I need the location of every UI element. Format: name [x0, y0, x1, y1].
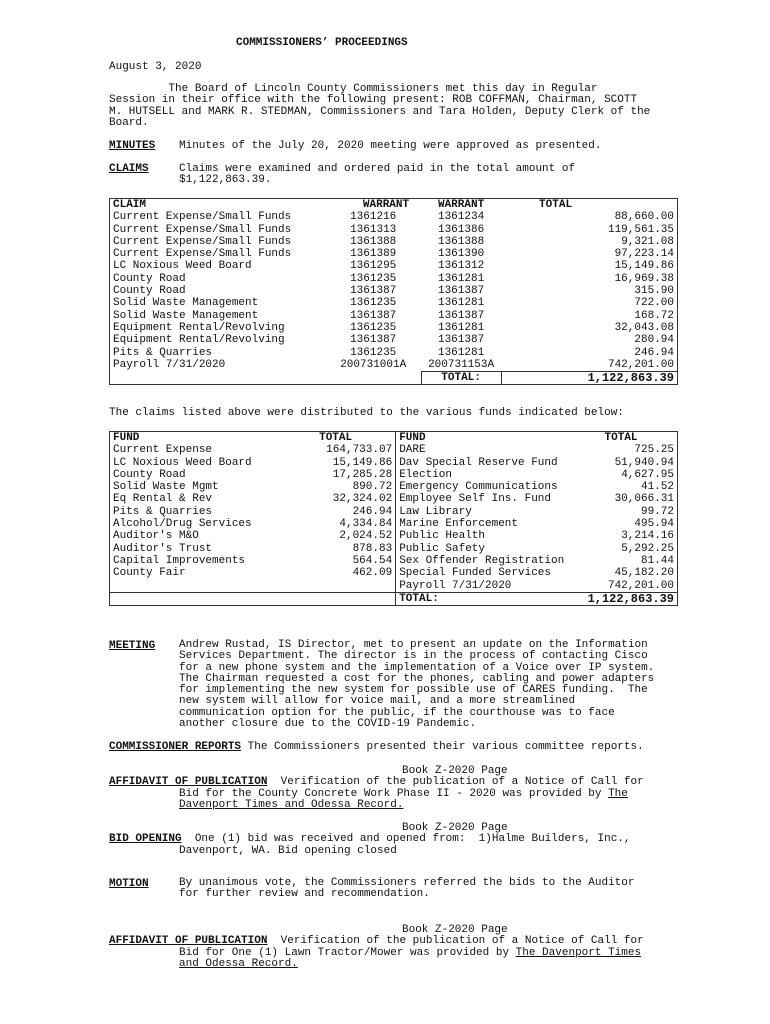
distribution-text: The claims listed above were distributed to the various funds indicated below:: [109, 407, 624, 419]
commissioner-reports-label: COMMISSIONER REPORTS: [109, 741, 242, 753]
affidavit-2-label: AFFIDAVIT OF PUBLICATION: [109, 935, 268, 947]
fund-name-1: Solid Waste Mgmt: [113, 481, 219, 494]
warrant-from: 1361387: [350, 285, 397, 298]
bid-opening-label: BID OPENING: [109, 833, 182, 845]
claim-total: 280.94: [634, 334, 674, 347]
bid-opening-line2: Davenport, WA. Bid opening closed: [179, 845, 397, 857]
warrant-to: 1361386: [437, 223, 485, 236]
warrant-to: 1361281: [437, 321, 485, 334]
claim-name: LC Noxious Weed Board: [113, 260, 252, 273]
warrant-to: 1361388: [437, 235, 485, 248]
fund-total-2: 41.52: [640, 481, 674, 494]
claims-row: [110, 297, 678, 309]
claims-row: [110, 248, 678, 260]
funds-row: [110, 444, 678, 456]
funds-row: [110, 530, 678, 542]
book-page-ref-1: Book Z-2020 Page: [402, 765, 508, 777]
claim-total: 32,043.08: [614, 321, 674, 334]
fund-name-2: Election: [399, 468, 452, 481]
claims-row: [110, 260, 678, 272]
claims-header-claim: CLAIM: [113, 199, 147, 211]
warrant-from: 1361216: [350, 211, 397, 224]
funds-row: [110, 469, 678, 481]
fund-total-2: 4,627.95: [621, 468, 674, 481]
claims-row: [110, 334, 678, 346]
affidavit-1-line2: Bid for the County Concrete Work Phase II - 2020 was provided by The: [179, 788, 628, 800]
funds-row: [110, 555, 678, 567]
claims-row: [110, 273, 678, 285]
affidavit-2-line1: AFFIDAVIT OF PUBLICATION Verification of the publication of a Notice of Call for: [109, 935, 644, 947]
claims-total-value: 1,122,863.39: [501, 372, 677, 385]
motion-label: MOTION: [109, 878, 149, 890]
fund-name-1: Capital Improvements: [113, 554, 246, 567]
intro-paragraph: The Board of Lincoln County Commissioners met this day in Regular Session in their office with the following present: ROB COFFMAN, Chairman, SCOTT M. HUTSELL and MARK R. STEDMAN, Commissioners and Tara Holden, Deputy Clerk of the Board.: [109, 83, 651, 129]
funds-row: [110, 543, 678, 555]
claim-name: Solid Waste Management: [113, 297, 259, 310]
warrant-to: 1361281: [437, 346, 485, 359]
fund-name-2: Emergency Communications: [399, 481, 558, 494]
fund-total-2: 742,201.00: [607, 579, 674, 592]
claims-header-warrant-from: WARRANT: [362, 199, 410, 211]
claims-row: [110, 322, 678, 334]
fund-total-1: [289, 580, 396, 593]
claims-row: [110, 211, 678, 223]
warrant-from: 1361388: [350, 235, 397, 248]
funds-row: [110, 567, 678, 579]
commissioner-reports: [109, 741, 644, 754]
funds-header-fund-1: FUND: [113, 432, 140, 444]
commissioner-reports-text: The Commissioners presented their various committee reports.: [241, 741, 644, 753]
warrant-from: 1361235: [350, 346, 397, 359]
fund-name-1: [110, 580, 290, 593]
funds-row: [110, 518, 678, 530]
funds-header-fund-2: FUND: [399, 432, 426, 444]
fund-total-2: 99.72: [640, 505, 674, 518]
warrant-from: 1361295: [350, 260, 397, 273]
claims-header-total: TOTAL: [539, 199, 573, 211]
claim-total: 315.90: [634, 285, 674, 298]
warrant-from: 200731001A: [340, 359, 407, 372]
claim-name: County Road: [113, 285, 186, 298]
fund-name-1: Auditor's M&O: [113, 530, 199, 543]
fund-total-2: 725.25: [634, 444, 674, 457]
claims-row: [110, 359, 678, 372]
funds-row: [110, 493, 678, 505]
funds-table: [109, 431, 678, 606]
affidavit-2-line3: and Odessa Record.: [179, 958, 298, 970]
minutes-label: MINUTES: [109, 140, 156, 152]
claim-total: 742,201.00: [607, 358, 674, 371]
fund-total-1: 564.54: [289, 555, 396, 567]
funds-total-label: TOTAL:: [396, 592, 581, 605]
fund-total-2: 81.44: [640, 554, 674, 567]
warrant-from: 1361387: [350, 334, 397, 347]
claims-text: Claims were examined and ordered paid in the total amount of $1,122,863.39.: [179, 163, 576, 187]
meeting-label: MEETING: [109, 640, 156, 652]
fund-name-1: Alcohol/Drug Services: [113, 518, 252, 531]
claims-total-row: [110, 372, 678, 385]
fund-name-1: County Fair: [113, 567, 186, 580]
warrant-from: 1361387: [350, 309, 397, 322]
funds-row: [110, 506, 678, 518]
funds-header-row: [110, 432, 678, 445]
warrant-from: 1361389: [350, 248, 397, 261]
fund-name-2: DARE: [399, 444, 426, 457]
funds-row: [110, 457, 678, 469]
fund-total-1: 890.72: [289, 481, 396, 493]
warrant-from: 1361235: [350, 297, 397, 310]
warrant-to: 1361387: [437, 309, 485, 322]
warrant-to: 1361312: [437, 260, 485, 273]
minutes-text: Minutes of the July 20, 2020 meeting were approved as presented.: [179, 140, 602, 152]
page-title: COMMISSIONERS’ PROCEEDINGS: [236, 37, 408, 49]
funds-header-total-1: TOTAL: [289, 432, 396, 445]
book-page-ref-2: Book Z-2020 Page: [402, 822, 508, 834]
warrant-from: 1361235: [350, 272, 397, 285]
fund-total-2: 5,292.25: [621, 542, 674, 555]
claim-name: Pits & Quarries: [113, 346, 213, 359]
claim-name: Current Expense/Small Funds: [113, 211, 292, 224]
fund-name-2: Law Library: [399, 505, 472, 518]
meeting-text: Andrew Rustad, IS Director, met to present an update on the Information Services Department. The director is in the process of contacting Cisco for a new phone system and the implementation of a Voice over IP system. The Chairman requested a cost for the phones, cabling and power adapters for implementing the new system for possible use of CARES funding. The new system will allow for voice mail, and a more streamlined communication option for the public, if the courthouse was to face another closure due to the COVID-19 Pandemic.: [179, 639, 655, 731]
claim-name: Equipment Rental/Revolving: [113, 334, 285, 347]
claim-name: Current Expense/Small Funds: [113, 223, 292, 236]
fund-name-1: Current Expense: [113, 444, 213, 457]
fund-name-2: Public Safety: [399, 542, 486, 555]
fund-total-2: 3,214.16: [621, 530, 674, 543]
claims-row: [110, 224, 678, 236]
fund-name-1: LC Noxious Weed Board: [113, 456, 252, 469]
claim-name: Solid Waste Management: [113, 309, 259, 322]
fund-name-1: Eq Rental & Rev: [113, 493, 213, 506]
fund-name-2: Employee Self Ins. Fund: [399, 493, 552, 506]
fund-total-1: 32,324.02: [289, 493, 396, 505]
warrant-to: 1361387: [437, 285, 485, 298]
fund-total-1: 4,334.84: [289, 518, 396, 530]
claims-total-label: TOTAL:: [421, 372, 501, 385]
warrant-to: 1361390: [437, 248, 485, 261]
claims-header-row: [110, 199, 678, 212]
fund-total-1: 246.94: [289, 506, 396, 518]
claims-header-warrant-to: WARRANT: [437, 199, 485, 211]
claim-total: 119,561.35: [607, 223, 674, 236]
fund-total-2: 51,940.94: [614, 456, 674, 469]
claim-name: Current Expense/Small Funds: [113, 248, 292, 261]
fund-name-2: Dav Special Reserve Fund: [399, 456, 558, 469]
claim-name: Payroll 7/31/2020: [113, 359, 226, 372]
affidavit-1-line1: AFFIDAVIT OF PUBLICATION Verification of the publication of a Notice of Call for: [109, 776, 644, 788]
fund-total-1: 15,149.86: [289, 457, 396, 469]
motion-text: By unanimous vote, the Commissioners referred the bids to the Auditor for further review and recommendation.: [179, 877, 635, 901]
affidavit-2-line2: Bid for One (1) Lawn Tractor/Mower was provided by The Davenport Times: [179, 947, 642, 959]
claim-total: 88,660.00: [614, 211, 674, 224]
claims-row: [110, 310, 678, 322]
fund-total-1: 2,024.52: [289, 530, 396, 542]
fund-name-1: Pits & Quarries: [113, 505, 213, 518]
funds-row: [110, 580, 678, 593]
fund-total-1: 462.09: [289, 567, 396, 579]
claims-row: [110, 347, 678, 359]
claim-total: 97,223.14: [614, 248, 674, 261]
funds-total-value: 1,122,863.39: [581, 592, 678, 605]
funds-row: [110, 481, 678, 493]
fund-name-1: Auditor's Trust: [113, 542, 213, 555]
funds-total-row: [110, 592, 678, 605]
fund-name-2: Payroll 7/31/2020: [399, 579, 512, 592]
fund-name-2: Special Funded Services: [399, 567, 552, 580]
warrant-from: 1361235: [350, 321, 397, 334]
claim-name: Current Expense/Small Funds: [113, 235, 292, 248]
warrant-to: 1361281: [437, 297, 485, 310]
claims-label: CLAIMS: [109, 163, 149, 175]
fund-name-2: Sex Offender Registration: [399, 554, 565, 567]
claim-total: 168.72: [634, 309, 674, 322]
affidavit-1-line3: Davenport Times and Odessa Record.: [179, 799, 404, 811]
fund-total-1: 17,285.28: [289, 469, 396, 481]
fund-total-2: 30,066.31: [614, 493, 674, 506]
meeting-date: August 3, 2020: [109, 61, 202, 73]
fund-total-2: 45,182.20: [614, 567, 674, 580]
fund-name-1: County Road: [113, 468, 186, 481]
claims-table: [109, 198, 678, 385]
claim-total: 9,321.08: [621, 235, 674, 248]
warrant-to: 1361387: [437, 334, 485, 347]
claims-row: [110, 285, 678, 297]
claim-total: 16,969.38: [614, 272, 674, 285]
claim-name: Equipment Rental/Revolving: [113, 321, 285, 334]
claim-name: County Road: [113, 272, 186, 285]
fund-name-2: Marine Enforcement: [399, 518, 519, 531]
affidavit-1-label: AFFIDAVIT OF PUBLICATION: [109, 776, 268, 788]
book-page-ref-3: Book Z-2020 Page: [402, 924, 508, 936]
claim-total: 722.00: [634, 297, 674, 310]
fund-total-1: 878.83: [289, 543, 396, 555]
warrant-to: 1361234: [437, 211, 485, 224]
fund-total-2: 495.94: [634, 518, 674, 531]
fund-name-2: Public Health: [399, 530, 486, 543]
funds-header-total-2: TOTAL: [604, 432, 638, 444]
warrant-to: 1361281: [437, 272, 485, 285]
warrant-from: 1361313: [350, 223, 397, 236]
bid-opening-line1: BID OPENING One (1) bid was received and opened from: 1)Halme Builders, Inc.,: [109, 833, 631, 845]
claim-total: 246.94: [634, 346, 674, 359]
claims-row: [110, 236, 678, 248]
claim-total: 15,149.86: [614, 260, 674, 273]
fund-total-1: 164,733.07: [289, 444, 396, 456]
warrant-to: 200731153A: [428, 358, 495, 371]
